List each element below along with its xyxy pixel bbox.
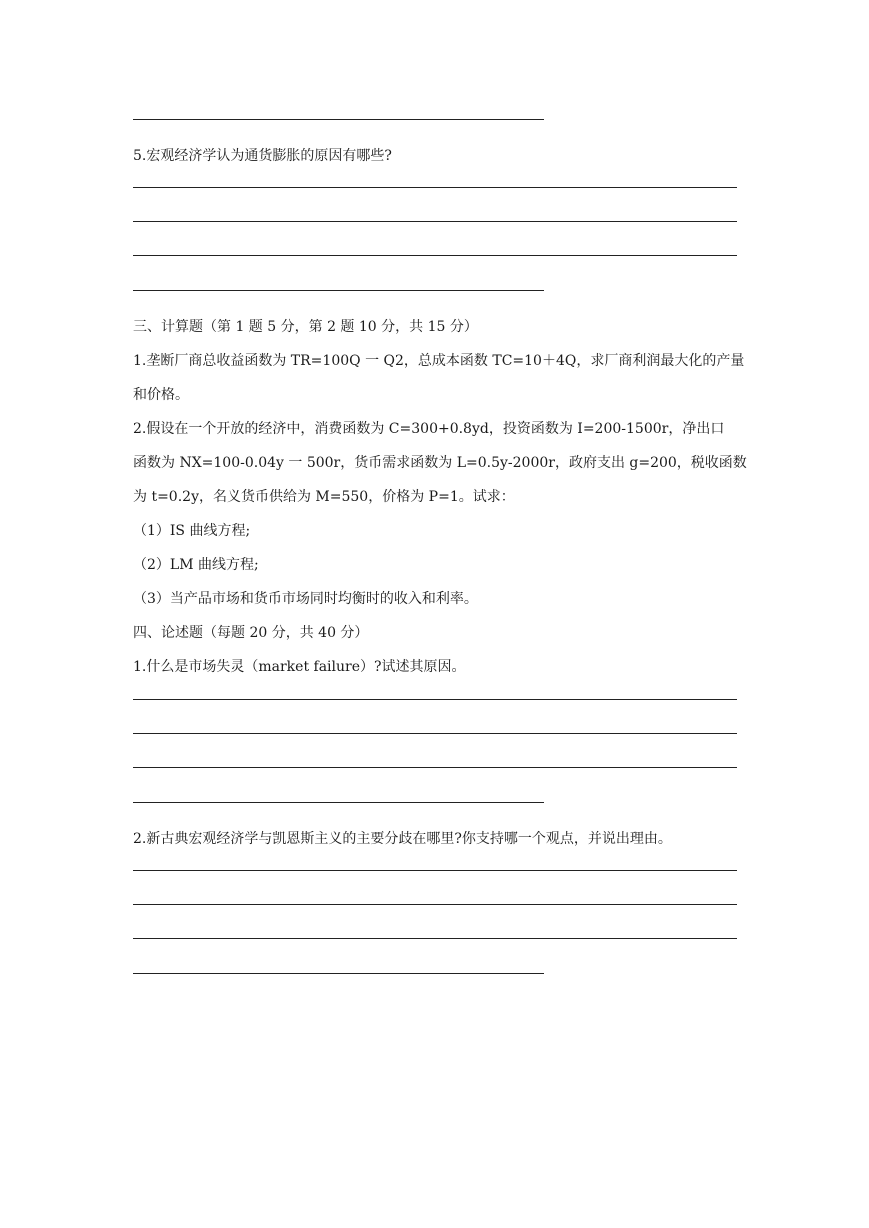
answer-line <box>133 938 737 939</box>
sub-question-3: （3）当产品市场和货币市场同时均衡时的收入和利率。 <box>133 591 478 607</box>
answer-line <box>133 290 544 291</box>
answer-line <box>133 973 544 974</box>
answer-line <box>133 904 737 905</box>
sub-question-2: （2）LM 曲线方程; <box>133 557 259 573</box>
answer-line <box>133 187 737 188</box>
question-5: 5.宏观经济学认为通货膨胀的原因有哪些? <box>133 148 392 164</box>
answer-line <box>133 221 737 222</box>
sub-question-1: （1）IS 曲线方程; <box>133 523 251 539</box>
answer-line <box>133 767 737 768</box>
answer-line <box>133 870 737 871</box>
answer-line <box>133 733 737 734</box>
essay-question-1: 1.什么是市场失灵（market failure）?试述其原因。 <box>133 659 466 675</box>
answer-line <box>133 699 737 700</box>
answer-line <box>133 119 544 120</box>
essay-question-2: 2.新古典宏观经济学与凯恩斯主义的主要分歧在哪里?你支持哪一个观点，并说出理由。 <box>133 831 672 847</box>
answer-line <box>133 802 544 803</box>
answer-line <box>133 255 737 256</box>
section-3-title: 三、计算题（第 1 题 5 分，第 2 题 10 分，共 15 分） <box>133 319 478 335</box>
calc-question-1-line-1: 1.垄断厂商总收益函数为 TR=100Q 一 Q2，总成本函数 TC=10＋4Q，求厂商利润最大化的产量 <box>133 353 745 369</box>
calc-question-2-line-3: 为 t=0.2y，名义货币供给为 M=550，价格为 P=1。试求： <box>133 489 515 505</box>
calc-question-2-line-2: 函数为 NX=100-0.04y 一 500r，货币需求函数为 L=0.5y-2000r，政府支出 g=200，税收函数 <box>133 455 747 471</box>
section-4-title: 四、论述题（每题 20 分，共 40 分） <box>133 625 369 641</box>
calc-question-2-line-1: 2.假设在一个开放的经济中，消费函数为 C=300+0.8yd，投资函数为 I=200-1500r，净出口 <box>133 421 725 437</box>
calc-question-1-line-2: 和价格。 <box>133 387 189 403</box>
